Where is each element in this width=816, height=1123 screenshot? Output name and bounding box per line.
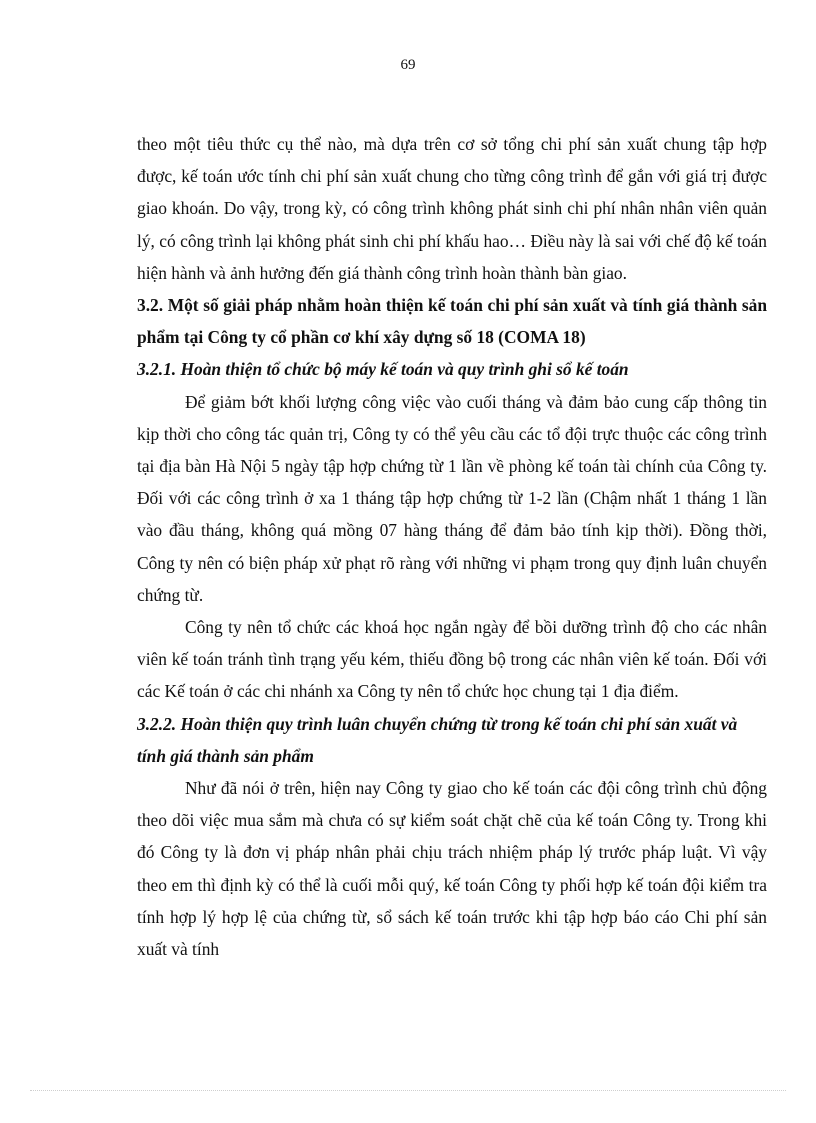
page-number: 69 [400, 57, 416, 73]
page-bottom-divider [30, 1090, 786, 1091]
section-heading: 3.2. Một số giải pháp nhằm hoàn thiện kế toán chi phí sản xuất và tính giá thành sản phẩm tại Công ty cổ phần cơ khí xây dựng số 18 (COMA 18) [137, 295, 767, 348]
paragraph: Như đã nói ở trên, hiện nay Công ty giao cho kế toán các đội công trình chủ động theo dõi việc mua sắm mà chưa có sự kiểm soát chặt chẽ của kế toán Công ty. Trong khi đó Công ty là đơn vị pháp nhân phải chịu trách nhiệm pháp lý trước pháp luật. Vì vậy theo em thì định kỳ có thể là cuối mỗi quý, kế toán Công ty phối hợp kế toán đội kiểm tra tính hợp lý hợp lệ của chứng từ, sổ sách kế toán trước khi tập hợp báo cáo Chi phí sản xuất và tính [137, 778, 767, 960]
paragraph: Để giảm bớt khối lượng công việc vào cuối tháng và đảm bảo cung cấp thông tin kịp thời cho công tác quản trị, Công ty có thể yêu cầu các tổ đội trực thuộc các công trình tại địa bàn Hà Nội 5 ngày tập hợp chứng từ 1 lần về phòng kế toán tài chính của Công ty. Đối với các công trình ở xa 1 tháng tập hợp chứng từ 1-2 lần (Chậm nhất 1 tháng 1 lần vào đầu tháng, không quá mồng 07 hàng tháng để đảm bảo tính kịp thời). Đồng thời, Công ty nên có biện pháp xử phạt rõ ràng với những vi phạm trong quy định luân chuyển chứng từ. [137, 391, 767, 605]
paragraph: Công ty nên tổ chức các khoá học ngắn ngày để bồi dưỡng trình độ cho các nhân viên kế toán tránh tình trạng yếu kém, thiếu đồng bộ trong các nhân viên kế toán. Đối với các Kế toán ở các chi nhánh xa Công ty nên tổ chức học chung tại 1 địa điểm. [137, 617, 767, 702]
document-body [137, 128, 767, 965]
paragraph: theo một tiêu thức cụ thể nào, mà dựa trên cơ sở tổng chi phí sản xuất chung tập hợp được, kế toán ước tính chi phí sản xuất chung cho từng công trình để gắn với giá trị được giao khoán. Do vậy, trong kỳ, có công trình không phát sinh chi phí nhân nhân viên quản lý, có công trình lại không phát sinh chi phí khấu hao… Điều này là sai với chế độ kế toán hiện hành và ảnh hưởng đến giá thành công trình hoàn thành bàn giao. [137, 134, 767, 283]
subsection-heading: 3.2.1. Hoàn thiện tổ chức bộ máy kế toán và quy trình ghi sổ kế toán [137, 359, 629, 380]
subsection-heading: 3.2.2. Hoàn thiện quy trình luân chuyển chứng từ trong kế toán chi phí sản xuất và tính giá thành sản phẩm [137, 713, 738, 766]
